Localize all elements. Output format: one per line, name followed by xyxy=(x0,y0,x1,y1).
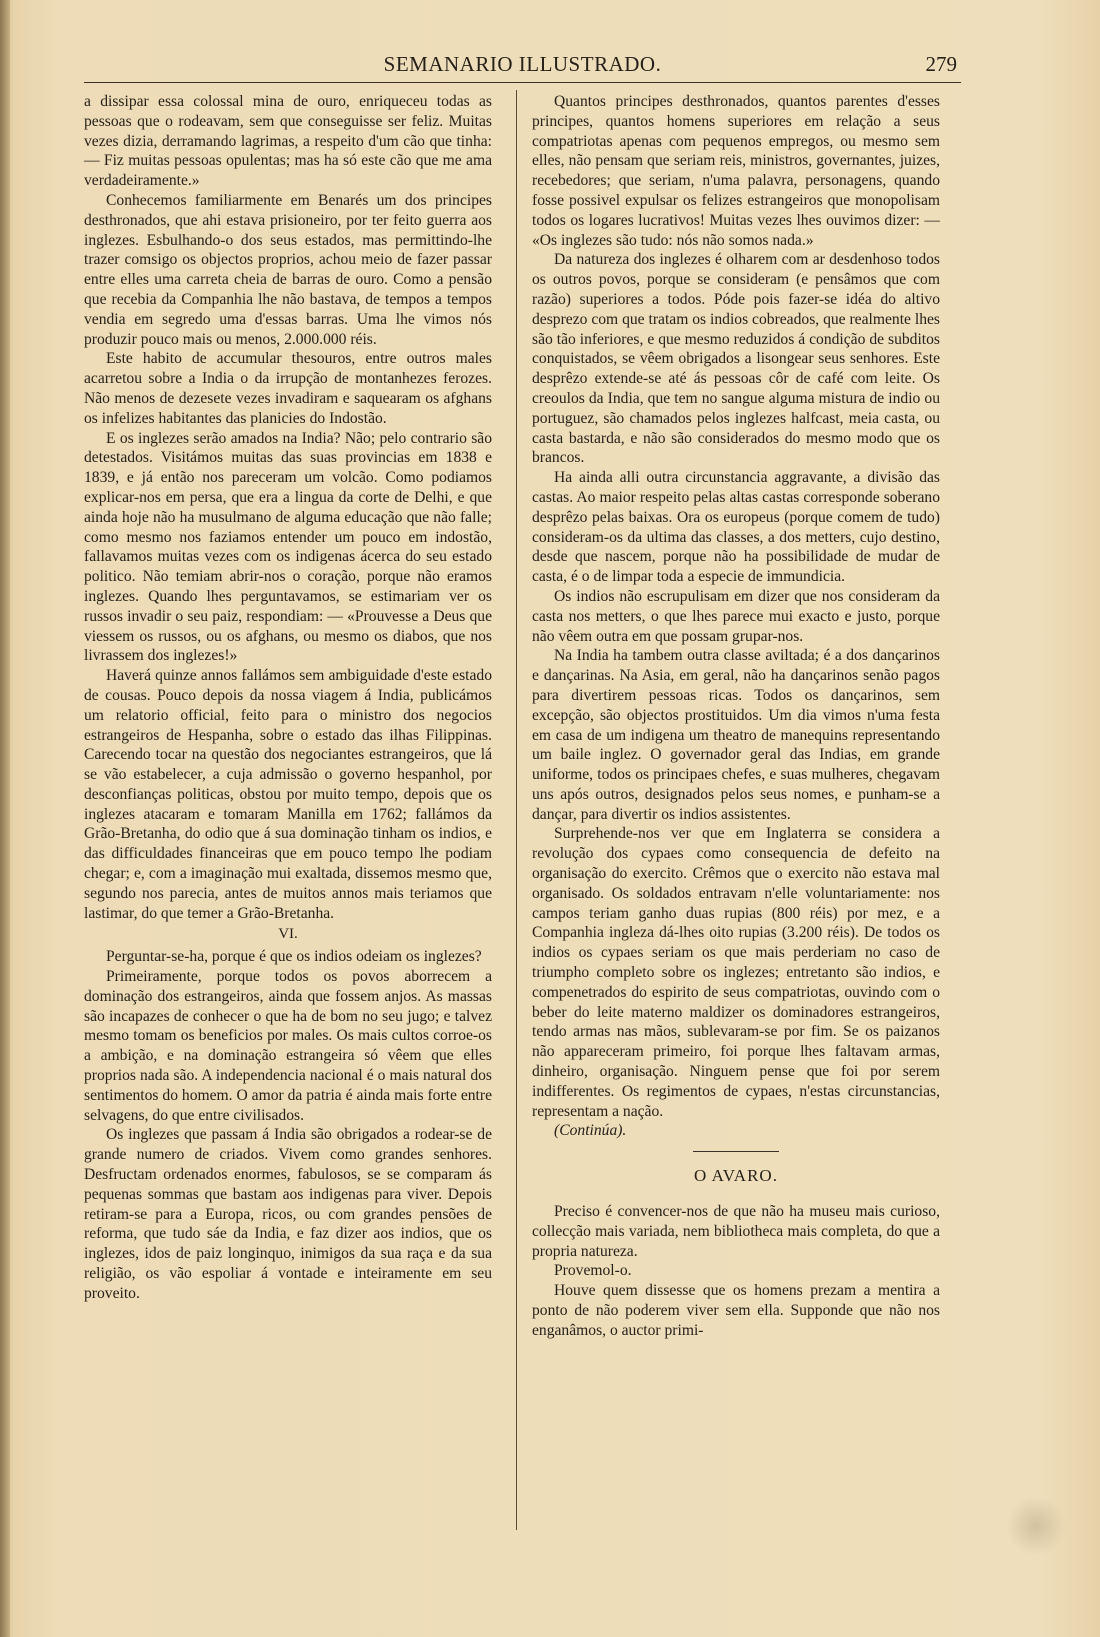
paragraph: Quantos principes desthronados, quantos parentes d'esses principes, quantos homens superiores em relação a seus compatriotas apenas com pequenos empregos, ou mesmo sem elles, não pensam que seriam reis, ministros, governantes, juizes, recebedores; que seriam, n'uma palavra, personagens, quando fosse possivel expulsar os felizes estrangeiros que monopolisam todos os logares lucrativos! Muitas vezes lhes ouvimos dizer: — «Os inglezes são tudo: nós não somos nada.» xyxy=(532,93,940,249)
section-divider xyxy=(693,1151,779,1152)
right-column xyxy=(532,92,940,1341)
continued-note: (Continúa). xyxy=(554,1122,627,1140)
paragraph: Provemol-o. xyxy=(554,1262,632,1280)
left-column xyxy=(84,92,492,1304)
paragraph: E os inglezes serão amados na India? Não; pelo contrario são detestados. Visitámos muitas das suas provincias em 1838 e 1839, e já então nos pareceram um volcão. Como podiamos explicar-nos em persa, que era a lingua da corte de Delhi, e que ainda hoje não ha musulmano de alguma educação que não falle; como mesmo nos faziamos entender um pouco em indostão, fallavamos muitas vezes com os indigenas ácerca do seu estado politico. Não temiam abrir-nos o coração, porque não eramos inglezes. Quando lhes perguntavamos, se estimariam ver os russos invadir o seu paiz, respondiam: — «Prouvesse a Deus que viessem os russos, ou os afghans, ou mesmo os diabos, que nos livrassem dos inglezes!» xyxy=(84,429,492,665)
paragraph: Preciso é convencer-nos de que não ha museu mais curioso, collecção mais variada, nem bibliotheca mais completa, do que a propria natureza. xyxy=(532,1203,940,1260)
section-number: VI. xyxy=(278,926,298,943)
paragraph: Na India ha tambem outra classe aviltada; é a dos dançarinos e dançarinas. Na Asia, em geral, não ha dançarinos senão pagos para divertirem pessoas ricas. Todos os dançarinos, sem excepção, são objectos prostituidos. Um dia vimos n'uma festa em casa de um indigena um theatro de manequins representando um baile inglez. O governador geral das Indias, em grande uniforme, todos os principaes chefes, e suas mulheres, chegavam uns após outros, designados pelos seus nomes, e punham-se a dançar, para divertir os indios assistentes. xyxy=(532,647,940,823)
page-header xyxy=(84,48,961,83)
paragraph: Perguntar-se-ha, porque é que os indios odeiam os inglezes? xyxy=(106,948,482,966)
running-title: SEMANARIO ILLUSTRADO. xyxy=(383,52,662,76)
paragraph: Ha ainda alli outra circunstancia aggravante, a divisão das castas. Ao maior respeito pelas altas castas corresponde soberano desprêzo pelas baixas. Ora os europeus (porque comem de tudo) consideram-os da ultima das classes, a dos metters, cujo destino, desde que nascem, porque não ha possibilidade de mudar de casta, é o de limpar toda a especie de immundicia. xyxy=(532,469,940,586)
paragraph: Os inglezes que passam á India são obrigados a rodear-se de grande numero de criados. Vivem como grandes senhores. Desfructam ordenados enormes, fabulosos, se se comparam ás pequenas sommas que bastam aos indigenas para viver. Depois retiram-se para a Europa, ricos, ou com grandes pensões de reforma, que tudo sáe da India, e faz dizer aos indios, que os inglezes, idos de paiz longinquo, inimigos da sua raça e da sua religião, os vão espoliar á vontade e inteiramente em seu proveito. xyxy=(84,1126,492,1302)
column-divider xyxy=(516,90,517,1530)
paragraph: Conhecemos familiarmente em Benarés um dos principes desthronados, que ahi estava prisioneiro, por ter feito guerra aos inglezes. Esbulhando-o dos seus estados, mas permittindo-lhe trazer comsigo os objectos proprios, achou meio de fazer passar entre elles uma carreta cheia de barras de ouro. Como a pensão que recebia da Companhia lhe não bastava, de tempos a tempos vendia em segredo uma d'essas barras. Uma lhe vimos nós produzir pouco mais ou menos, 2.000.000 réis. xyxy=(84,191,492,348)
paragraph: Surprehende-nos ver que em Inglaterra se considera a revolução dos cypaes como consequencia de defeito na organisação do exercito. Crêmos que o exercito não estava mal organisado. Os soldados entravam n'elle voluntariamente: nos campos teriam ganho duas rupias (800 réis) por mez, e a Companhia ingleza dá-lhes oito rupias (3.200 réis). De todos os indios os cypaes seriam os que mais perderiam no caso de triumpho completo sobre os inglezes; entretanto são indios, e compenetrados do espirito de seus compatriotas, ouvindo com o beber do leite materno maldizer os dominadores estrangeiros, tendo armas nas mãos, sublevaram-se por fim. Se os paizanos não appareceram primeiro, foi porque lhes faltavam armas, dinheiro, organisação. Ninguem pense que foi por serem indifferentes. Os regimentos de cypaes, n'estas circunstancias, representam a nação. xyxy=(532,825,940,1120)
paragraph: Este habito de accumular thesouros, entre outros males acarretou sobre a India o da irrupção de montanhezes ferozes. Não menos de dezesete vezes invadiram e saquearam os afghans os infelizes habitantes das planicies do Indostão. xyxy=(84,350,492,427)
page-number: 279 xyxy=(925,52,957,76)
paper-stain xyxy=(1006,1496,1066,1556)
paragraph: Da natureza dos inglezes é olharem com ar desdenhoso todos os outros povos, porque se consideram (e pensâmos que com razão) superiores a todos. Póde pois fazer-se idéa do altivo desprezo com que tratam os indios cobreados, que realmente lhes são tão inferiores, e que mesmo reduzidos á condição de subditos conquistados, se vêem obrigados a lisongear seus senhores. Este desprêzo extende-se até ás pessoas côr de café com leite. Os creoulos da India, que tem no sangue alguma mistura de indio ou portuguez, são chamados pelos inglezes halfcast, meia casta, ou casta bastarda, e não são considerados do mesmo modo que os brancos. xyxy=(532,251,940,467)
paragraph: Primeiramente, porque todos os povos aborrecem a dominação dos estrangeiros, ainda que fossem anjos. As massas são incapazes de conhecer o que ha de bom no seu jugo; e talvez mesmo tomam os beneficios por males. Os mais cultos corroe-os a ambição, e na dominação estrangeira só vêem que elles proprios nada são. A independencia nacional é o mais natural dos sentimentos do homem. O amor da patria é ainda mais forte entre selvagens, do que entre civilisados. xyxy=(84,968,492,1124)
article-title: O AVARO. xyxy=(694,1166,778,1186)
paragraph: Os indios não escrupulisam em dizer que nos consideram da casta nos metters, o que lhes parece mui exacto e justo, porque não vêem outra em que possam grupar-nos. xyxy=(532,587,940,645)
paragraph: a dissipar essa colossal mina de ouro, enriqueceu todas as pessoas que o rodeavam, sem que conseguisse ser feliz. Muitas vezes dizia, derramando lagrimas, a respeito d'um cão que tinha: — Fiz muitas pessoas opulentas; mas ha só este cão que me ama verdadeiramente.» xyxy=(84,93,492,190)
paragraph: Haverá quinze annos fallámos sem ambiguidade d'este estado de cousas. Pouco depois da nossa viagem á India, publicámos um relatorio official, feito para o ministro dos negocios estrangeiros de Hespanha, sobre o estado das ilhas Filippinas. Carecendo tocar na questão dos negociantes estrangeiros, que lá se vão estabelecer, a cuja admissão o governo hespanhol, por desconfianças politicas, obstou por muito tempo, depois que os inglezes atacaram e tomaram Manilla em 1762; fallámos da Grão-Bretanha, do odio que á sua dominação tinham os indios, e das difficuldades financeiras que em pouco tempo lhe podiam chegar; e, com a imaginação mui exaltada, dissemos mesmo que, segundo nos parecia, antes de muitos annos mais teriamos que lastimar, do que temer a Grão-Bretanha. xyxy=(84,667,492,922)
paragraph: Houve quem dissesse que os homens prezam a mentira a ponto de não poderem viver sem ella. Supponde que não nos enganâmos, o auctor primi- xyxy=(532,1282,940,1339)
binding-edge xyxy=(0,0,10,1637)
